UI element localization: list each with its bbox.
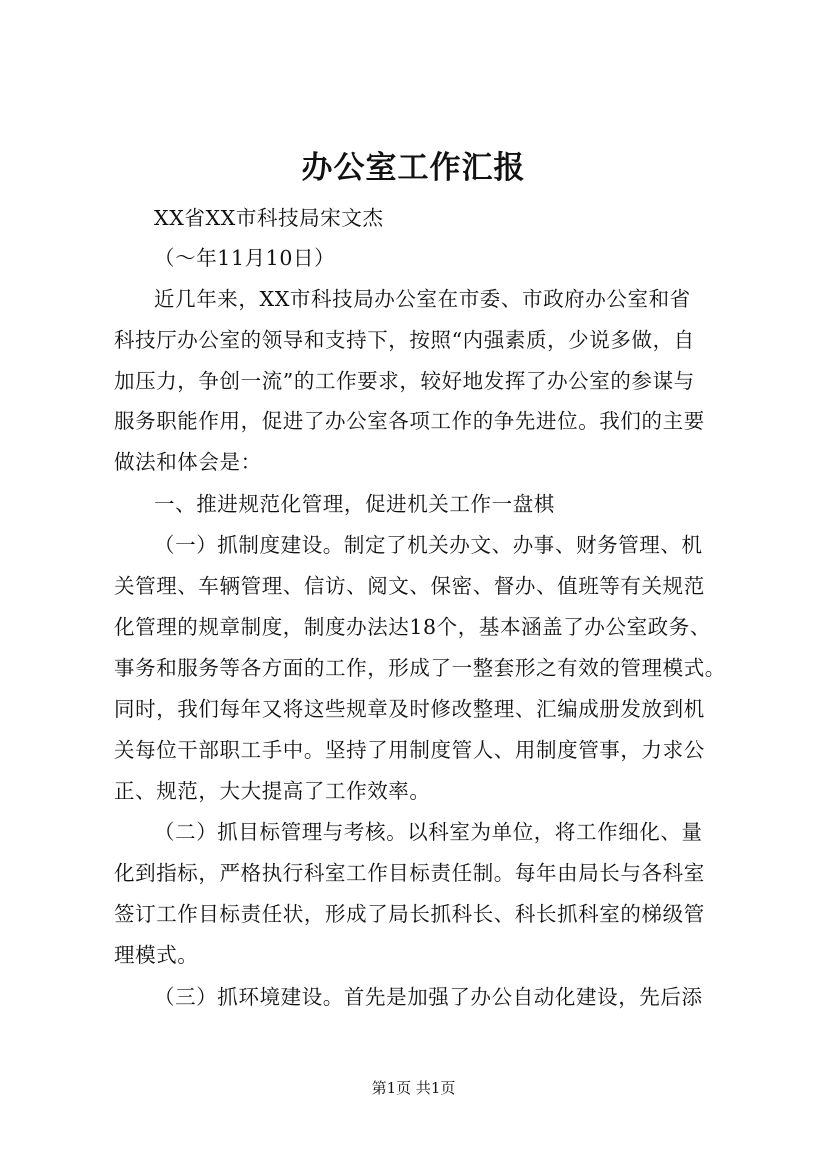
date-line: （～年11月10日） [154, 246, 336, 270]
document-title: 办公室工作汇报 [301, 150, 526, 186]
paragraph-line: 签订工作目标责任状，形成了局长抓科长、科长抓科室的梯级管 [114, 902, 705, 926]
page-footer: 第1页 共1页 [371, 1079, 456, 1097]
paragraph-line: （三）抓环境建设。首先是加强了办公自动化建设，先后添 [154, 985, 703, 1009]
paragraph-line: 事务和服务等各方面的工作，形成了一整套形之有效的管理模式。 [114, 656, 726, 680]
paragraph-line: 做法和体会是： [114, 450, 262, 474]
paragraph-line: 化管理的规章制度，制度办法达18个，基本涵盖了办公室政务、 [114, 615, 711, 639]
paragraph-line: 关管理、车辆管理、信访、阅文、保密、督办、值班等有关规范 [114, 574, 705, 598]
section-heading: 一、推进规范化管理，促进机关工作一盘棋 [154, 492, 555, 516]
paragraph-line: 近几年来，XX市科技局办公室在市委、市政府办公室和省 [154, 287, 691, 311]
paragraph-line: 服务职能作用，促进了办公室各项工作的争先进位。我们的主要 [114, 409, 705, 433]
paragraph-line: （二）抓目标管理与考核。以科室为单位，将工作细化、量 [154, 820, 703, 844]
paragraph-line: 关每位干部职工手中。坚持了用制度管人、用制度管事，力求公 [114, 738, 705, 762]
paragraph-line: 加压力，争创一流”的工作要求，较好地发挥了办公室的参谋与 [114, 369, 695, 393]
paragraph-line: 正、规范，大大提高了工作效率。 [114, 779, 431, 803]
paragraph-line: 理模式。 [114, 943, 199, 967]
paragraph-line: （一）抓制度建设。制定了机关办文、办事、财务管理、机 [154, 533, 703, 557]
author-line: XX省XX市科技局宋文杰 [154, 206, 384, 230]
paragraph-line: 同时，我们每年又将这些规章及时修改整理、汇编成册发放到机 [114, 697, 705, 721]
paragraph-line: 化到指标，严格执行科室工作目标责任制。每年由局长与各科室 [114, 861, 705, 885]
paragraph-line: 科技厅办公室的领导和支持下，按照“内强素质，少说多做，自 [114, 328, 695, 352]
